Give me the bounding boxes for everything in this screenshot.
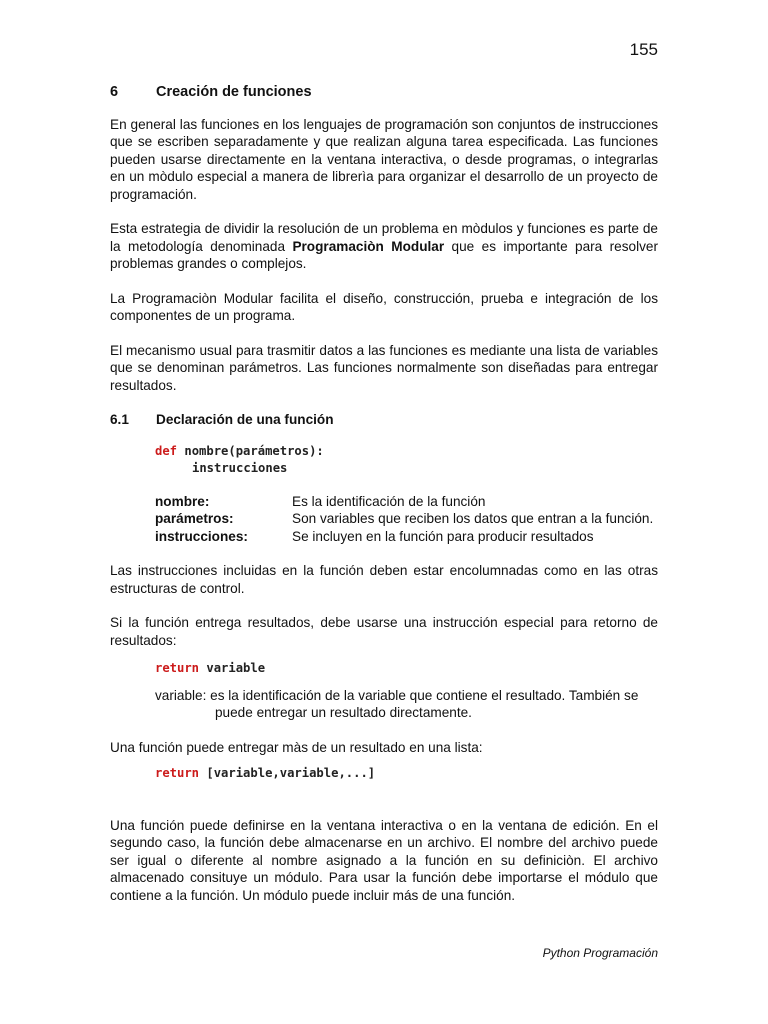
subsection-heading <box>110 411 658 429</box>
paragraph-multiple-results: Una función puede entregar màs de un resultado en una lista: <box>110 739 483 755</box>
page-footer: Python Programación <box>542 946 658 960</box>
code-def-signature: nombre(parámetros): <box>177 443 324 458</box>
page-number: 155 <box>629 40 658 59</box>
code-keyword-return: return <box>155 661 200 675</box>
paragraph-return: Si la función entrega resultados, debe usarse una instrucción especial para retorno de resultados: <box>110 615 658 648</box>
definition-desc: Son variables que reciben los datos que entran a la función. <box>292 511 654 526</box>
paragraph-modular-text-b: que es importante para resolver problemas grandes o complejos. <box>110 238 659 271</box>
code-return-list-block <box>155 765 658 783</box>
definition-term: instrucciones: <box>155 528 248 544</box>
code-return-rest: variable <box>199 661 266 675</box>
definition-row <box>155 528 658 546</box>
code-return-list-rest: [variable,variable,...] <box>199 766 376 780</box>
code-def-body: instrucciones <box>192 461 288 475</box>
subsection-title: Declaración de una función <box>156 412 334 427</box>
paragraph-modules: Una función puede definirse en la ventana interactiva o en la ventana de edición. En el segundo caso, la función debe almacenarse en un archivo. El nombre del archivo puede ser igual o diferente al nombre asignado a la función en su definiciòn. El archivo almacenado consituye un módulo. Para usar la función debe importarse el módulo que contiene a la función. Un módulo puede incluir más de una función. <box>110 817 658 903</box>
code-keyword-def: def <box>155 443 178 458</box>
paragraph-modular-bold: Programaciòn Modular <box>292 238 445 254</box>
section-heading <box>110 84 658 102</box>
definition-desc: Es la identificación de la función <box>292 493 486 509</box>
definitions-list <box>155 493 658 546</box>
definition-term: nombre: <box>155 493 210 509</box>
paragraph-indentation: Las instrucciones incluidas en la función deben estar encolumnadas como en las otras estructuras de control. <box>110 563 658 596</box>
definition-term: parámetros: <box>155 511 234 526</box>
code-keyword-return: return <box>155 766 200 780</box>
section-title: Creación de funciones <box>156 84 312 100</box>
variable-desc-line1: variable: es la identificación de la variable que contiene el resultado. También se <box>155 687 639 703</box>
document-body <box>110 84 658 921</box>
definition-row <box>155 510 658 528</box>
definition-desc: Se incluyen en la función para producir resultados <box>292 528 594 544</box>
code-def-line <box>155 443 658 461</box>
code-return-block <box>155 660 658 678</box>
paragraph-modular <box>110 220 658 273</box>
code-def-block <box>155 443 658 478</box>
definition-row <box>155 493 658 511</box>
paragraph-intro: En general las funciones en los lenguajes de programación son conjuntos de instrucciones que se escriben separadamente y que realizan alguna tarea especificada. Las funciones pueden usarse directamente en la ventana interactiva, o desde programas, o integrarlas en un mòdulo especial a manera de librerìa para organizar el desarrollo de un proyecto de programación. <box>110 116 658 202</box>
subsection-number: 6.1 <box>110 412 129 427</box>
section-number: 6 <box>110 84 119 100</box>
variable-description <box>155 687 658 722</box>
variable-desc-line2: puede entregar un resultado directamente. <box>215 705 472 720</box>
paragraph-modular-benefits: La Programaciòn Modular facilita el diseño, construcción, prueba e integración de los componentes de un programa. <box>110 290 658 323</box>
paragraph-parameters: El mecanismo usual para trasmitir datos a las funciones es mediante una lista de variables que se denominan parámetros. Las funciones normalmente son diseñadas para entregar resultados. <box>110 342 658 393</box>
paragraph-modular-text-a: Esta estrategia de dividir la resolución de un problema en mòdulos y funciones es parte de la metodología denominada <box>110 221 658 254</box>
